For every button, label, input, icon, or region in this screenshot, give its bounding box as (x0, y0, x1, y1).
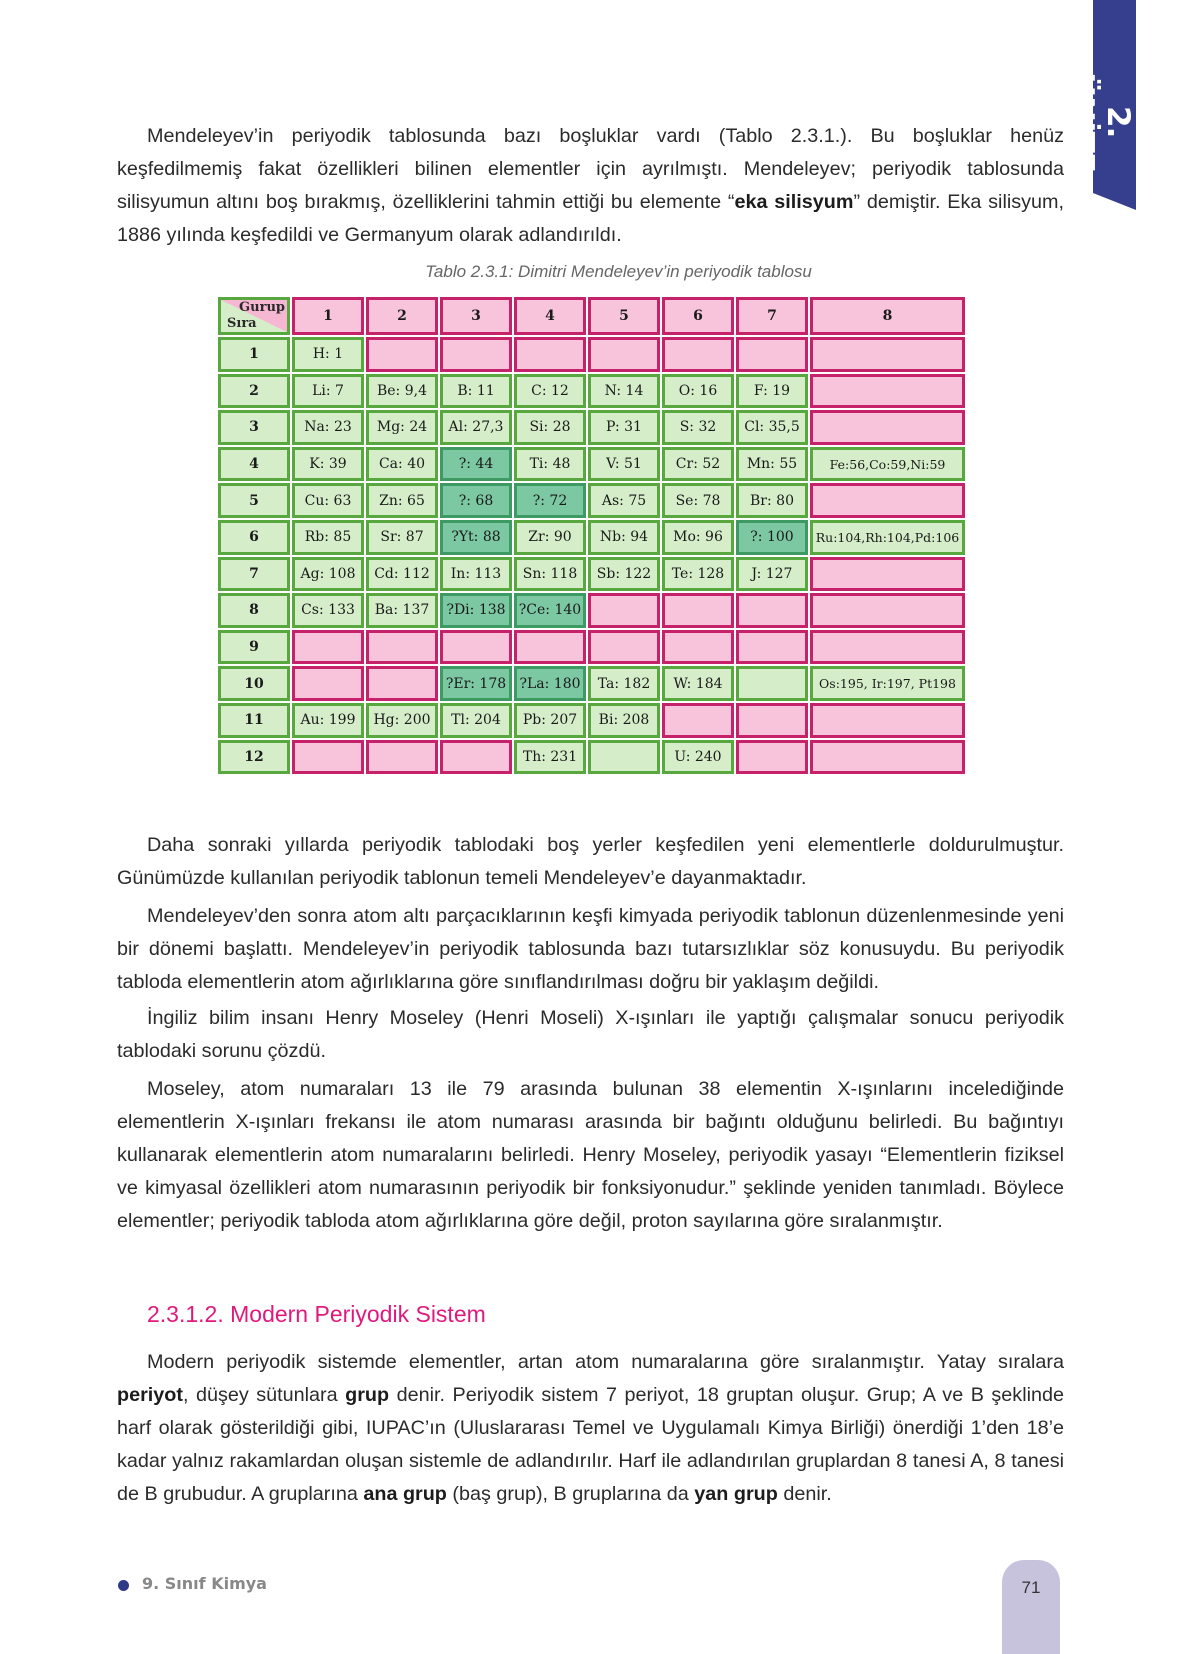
element-cell (810, 630, 965, 665)
group-header: 4 (514, 297, 586, 335)
element-cell: Be: 9,4 (366, 374, 438, 409)
element-cell: ?: 44 (440, 447, 512, 482)
paragraph-text: Moseley, atom numaraları 13 ile 79 arasında bulunan 38 elementin X-ışınlarını incelediğinde elementlerin X-ışınları frekansı ile atom numarası arasında bir bağıntı olduğunu belirledi. Bu bağıntıyı kullanarak elementlerin atom numaralarını belirledi. Henry Moseley, periyodik yasayı “Elementlerin fiziksel ve kimyasal özellikleri atom numarasının periyodik bir fonksiyonudur.” şeklinde yeniden tanımladı. Böylece elementler; periyodik tabloda atom ağırlıklarına göre değil, proton sayılarına göre sıralanmıştır. (117, 1078, 1064, 1232)
element-cell (736, 703, 808, 738)
element-cell: Cu: 63 (292, 483, 364, 518)
row-number: 2 (218, 374, 290, 409)
element-cell: Sr: 87 (366, 520, 438, 555)
paragraph-text: Mendeleyev’den sonra atom altı parçacıklarının keşfi kimyada periyodik tablonun düzenlenmesinde yeni bir dönemi başlattı. Mendeleyev’in periyodik tablosunda bazı tutarsızlıklar söz konusuydu. Bu periyodik tabloda elementlerin atom ağırlıklarına göre sınıflandırılması doğru bir yaklaşım değildi. (117, 905, 1064, 993)
element-cell (514, 630, 586, 665)
paragraph-text: (baş grup), B gruplarına da (446, 1483, 695, 1505)
element-cell: Cr: 52 (662, 447, 734, 482)
row-number: 5 (218, 483, 290, 518)
section-heading: 2.3.1.2. Modern Periyodik Sistem (147, 1301, 486, 1327)
element-cell: As: 75 (588, 483, 660, 518)
element-cell: F: 19 (736, 374, 808, 409)
element-cell: ?Yt: 88 (440, 520, 512, 555)
group-header: 5 (588, 297, 660, 335)
element-cell (588, 630, 660, 665)
paragraph-text: Daha sonraki yıllarda periyodik tablodaki boş yerler keşfedilen yeni elementlerle doldurulmuştur. Günümüzde kullanılan periyodik tablonun temeli Mendeleyev’e dayanmaktadır. (117, 834, 1064, 889)
element-cell: Ba: 137 (366, 593, 438, 628)
element-cell (588, 593, 660, 628)
paragraph-text: Mendeleyev’in periyodik tablosunda bazı boşluklar vardı (Tablo 2.3.1.). Bu boşluklar henüz keşfedilmemiş fakat özellikleri bilinen elementler için ayrılmıştı. Mendeleyev; periyodik tablosunda silisyumun altını boş bırakmış, özelliklerini tahmin ettiği bu elemente “ (117, 125, 1064, 213)
element-cell (440, 337, 512, 372)
page-number: 71 (1002, 1560, 1060, 1654)
element-cell (810, 374, 965, 409)
element-cell (810, 557, 965, 592)
element-cell: Cd: 112 (366, 557, 438, 592)
bold-term: eka silisyum (734, 191, 854, 213)
element-cell (810, 410, 965, 445)
element-cell: N: 14 (588, 374, 660, 409)
element-cell: Ti: 48 (514, 447, 586, 482)
element-cell: Ta: 182 (588, 666, 660, 701)
element-cell: Hg: 200 (366, 703, 438, 738)
row-number: 9 (218, 630, 290, 665)
element-cell (440, 740, 512, 775)
group-header: 6 (662, 297, 734, 335)
element-cell: H: 1 (292, 337, 364, 372)
bold-term: grup (345, 1384, 390, 1406)
unit-label: 2. ÜNİTE (1064, 72, 1136, 172)
element-cell: Zr: 90 (514, 520, 586, 555)
element-cell: Li: 7 (292, 374, 364, 409)
element-cell (662, 593, 734, 628)
row-number: 3 (218, 410, 290, 445)
element-cell: Se: 78 (662, 483, 734, 518)
element-cell (736, 740, 808, 775)
corner-row-label: Sıra (227, 316, 257, 331)
paragraph-5 (117, 1073, 1064, 1238)
element-cell: Tl: 204 (440, 703, 512, 738)
element-cell: Mo: 96 (662, 520, 734, 555)
element-cell: B: 11 (440, 374, 512, 409)
bold-term: ana grup (363, 1483, 447, 1505)
paragraph-text: ” demiştir. Eka silisyum, 1886 yılında keşfedildi ve Germanyum olarak adlandırıldı. (117, 191, 1064, 246)
element-cell: Cs: 133 (292, 593, 364, 628)
paragraph-2 (117, 829, 1064, 895)
paragraph-intro (117, 120, 1064, 252)
element-cell: Si: 28 (514, 410, 586, 445)
element-cell: J: 127 (736, 557, 808, 592)
group-header: 1 (292, 297, 364, 335)
element-cell: Nb: 94 (588, 520, 660, 555)
element-cell (366, 630, 438, 665)
element-cell: Th: 231 (514, 740, 586, 775)
element-cell (810, 703, 965, 738)
element-cell (366, 740, 438, 775)
paragraph-text: Modern periyodik sistemde elementler, artan atom numaralarına göre sıralanmıştır. Yatay sıralara (147, 1351, 1064, 1373)
element-cell: ?Di: 138 (440, 593, 512, 628)
element-cell: Fe:56,Co:59,Ni:59 (810, 447, 965, 482)
element-cell (588, 337, 660, 372)
element-cell: O: 16 (662, 374, 734, 409)
element-cell: ?: 100 (736, 520, 808, 555)
element-cell (810, 483, 965, 518)
element-cell (292, 666, 364, 701)
element-cell: K: 39 (292, 447, 364, 482)
paragraph-4 (117, 1002, 1064, 1068)
element-cell: Bi: 208 (588, 703, 660, 738)
element-cell: P: 31 (588, 410, 660, 445)
paragraph-text: denir. Periyodik sistem 7 periyot, 18 gruptan oluşur. Grup; A ve B şeklinde harf olarak gösterildiği gibi, IUPAC’ın (Uluslararası Temel ve Uygulamalı Kimya Birliği) önerdiği 1’den 18’e kadar yalnız rakamlardan oluşan sistemle de adlandırılır. Harf ile adlandırılan gruplardan 8 tanesi A, 8 tanesi de B grubudur. A gruplarına (117, 1384, 1064, 1505)
element-cell: Sn: 118 (514, 557, 586, 592)
paragraph-3 (117, 900, 1064, 999)
element-cell: In: 113 (440, 557, 512, 592)
corner-group-label: Gurup (239, 300, 285, 315)
group-header: 2 (366, 297, 438, 335)
element-cell: Sb: 122 (588, 557, 660, 592)
element-cell: Pb: 207 (514, 703, 586, 738)
element-cell (736, 666, 808, 701)
element-cell: ?Ce: 140 (514, 593, 586, 628)
footer-bullet-icon (118, 1580, 129, 1591)
element-cell: Zn: 65 (366, 483, 438, 518)
element-cell (366, 666, 438, 701)
group-header: 8 (810, 297, 965, 335)
element-cell (440, 630, 512, 665)
row-number: 12 (218, 740, 290, 775)
element-cell: V: 51 (588, 447, 660, 482)
bold-term: yan grup (694, 1483, 778, 1505)
element-cell: Te: 128 (662, 557, 734, 592)
element-cell: Ru:104,Rh:104,Pd:106 (810, 520, 965, 555)
element-cell: ?La: 180 (514, 666, 586, 701)
table-caption: Tablo 2.3.1: Dimitri Mendeleyev’in periyodik tablosu (425, 262, 812, 281)
element-cell: C: 12 (514, 374, 586, 409)
table-corner-header (218, 297, 290, 335)
element-cell: Ca: 40 (366, 447, 438, 482)
element-cell (810, 593, 965, 628)
element-cell (514, 337, 586, 372)
element-cell (588, 740, 660, 775)
paragraph-6 (117, 1346, 1064, 1511)
paragraph-text: denir. (777, 1483, 832, 1505)
element-cell: U: 240 (662, 740, 734, 775)
element-cell: Al: 27,3 (440, 410, 512, 445)
paragraph-text: İngiliz bilim insanı Henry Moseley (Henri Moseli) X-ışınları ile yaptığı çalışmalar sonucu periyodik tablodaki sorunu çözdü. (117, 1007, 1064, 1062)
row-number: 8 (218, 593, 290, 628)
element-cell: W: 184 (662, 666, 734, 701)
row-number: 10 (218, 666, 290, 701)
element-cell (292, 630, 364, 665)
element-cell: Os:195, Ir:197, Pt198 (810, 666, 965, 701)
element-cell: Mn: 55 (736, 447, 808, 482)
row-number: 7 (218, 557, 290, 592)
element-cell (292, 740, 364, 775)
element-cell: Rb: 85 (292, 520, 364, 555)
element-cell: ?Er: 178 (440, 666, 512, 701)
group-header: 3 (440, 297, 512, 335)
row-number: 4 (218, 447, 290, 482)
bold-term: periyot (117, 1384, 183, 1406)
footer-book-title: 9. Sınıf Kimya (142, 1574, 267, 1593)
row-number: 11 (218, 703, 290, 738)
paragraph-text: , düşey sütunlara (182, 1384, 346, 1406)
element-cell: Cl: 35,5 (736, 410, 808, 445)
element-cell: ?: 72 (514, 483, 586, 518)
element-cell: Mg: 24 (366, 410, 438, 445)
element-cell (662, 703, 734, 738)
element-cell: Na: 23 (292, 410, 364, 445)
element-cell: Au: 199 (292, 703, 364, 738)
row-number: 6 (218, 520, 290, 555)
element-cell (662, 337, 734, 372)
element-cell: ?: 68 (440, 483, 512, 518)
element-cell (736, 337, 808, 372)
element-cell (662, 630, 734, 665)
element-cell (736, 593, 808, 628)
element-cell (810, 337, 965, 372)
element-cell (736, 630, 808, 665)
group-header: 7 (736, 297, 808, 335)
element-cell: S: 32 (662, 410, 734, 445)
row-number: 1 (218, 337, 290, 372)
element-cell (366, 337, 438, 372)
mendeleyev-table (218, 297, 973, 778)
element-cell: Br: 80 (736, 483, 808, 518)
element-cell (810, 740, 965, 775)
element-cell: Ag: 108 (292, 557, 364, 592)
